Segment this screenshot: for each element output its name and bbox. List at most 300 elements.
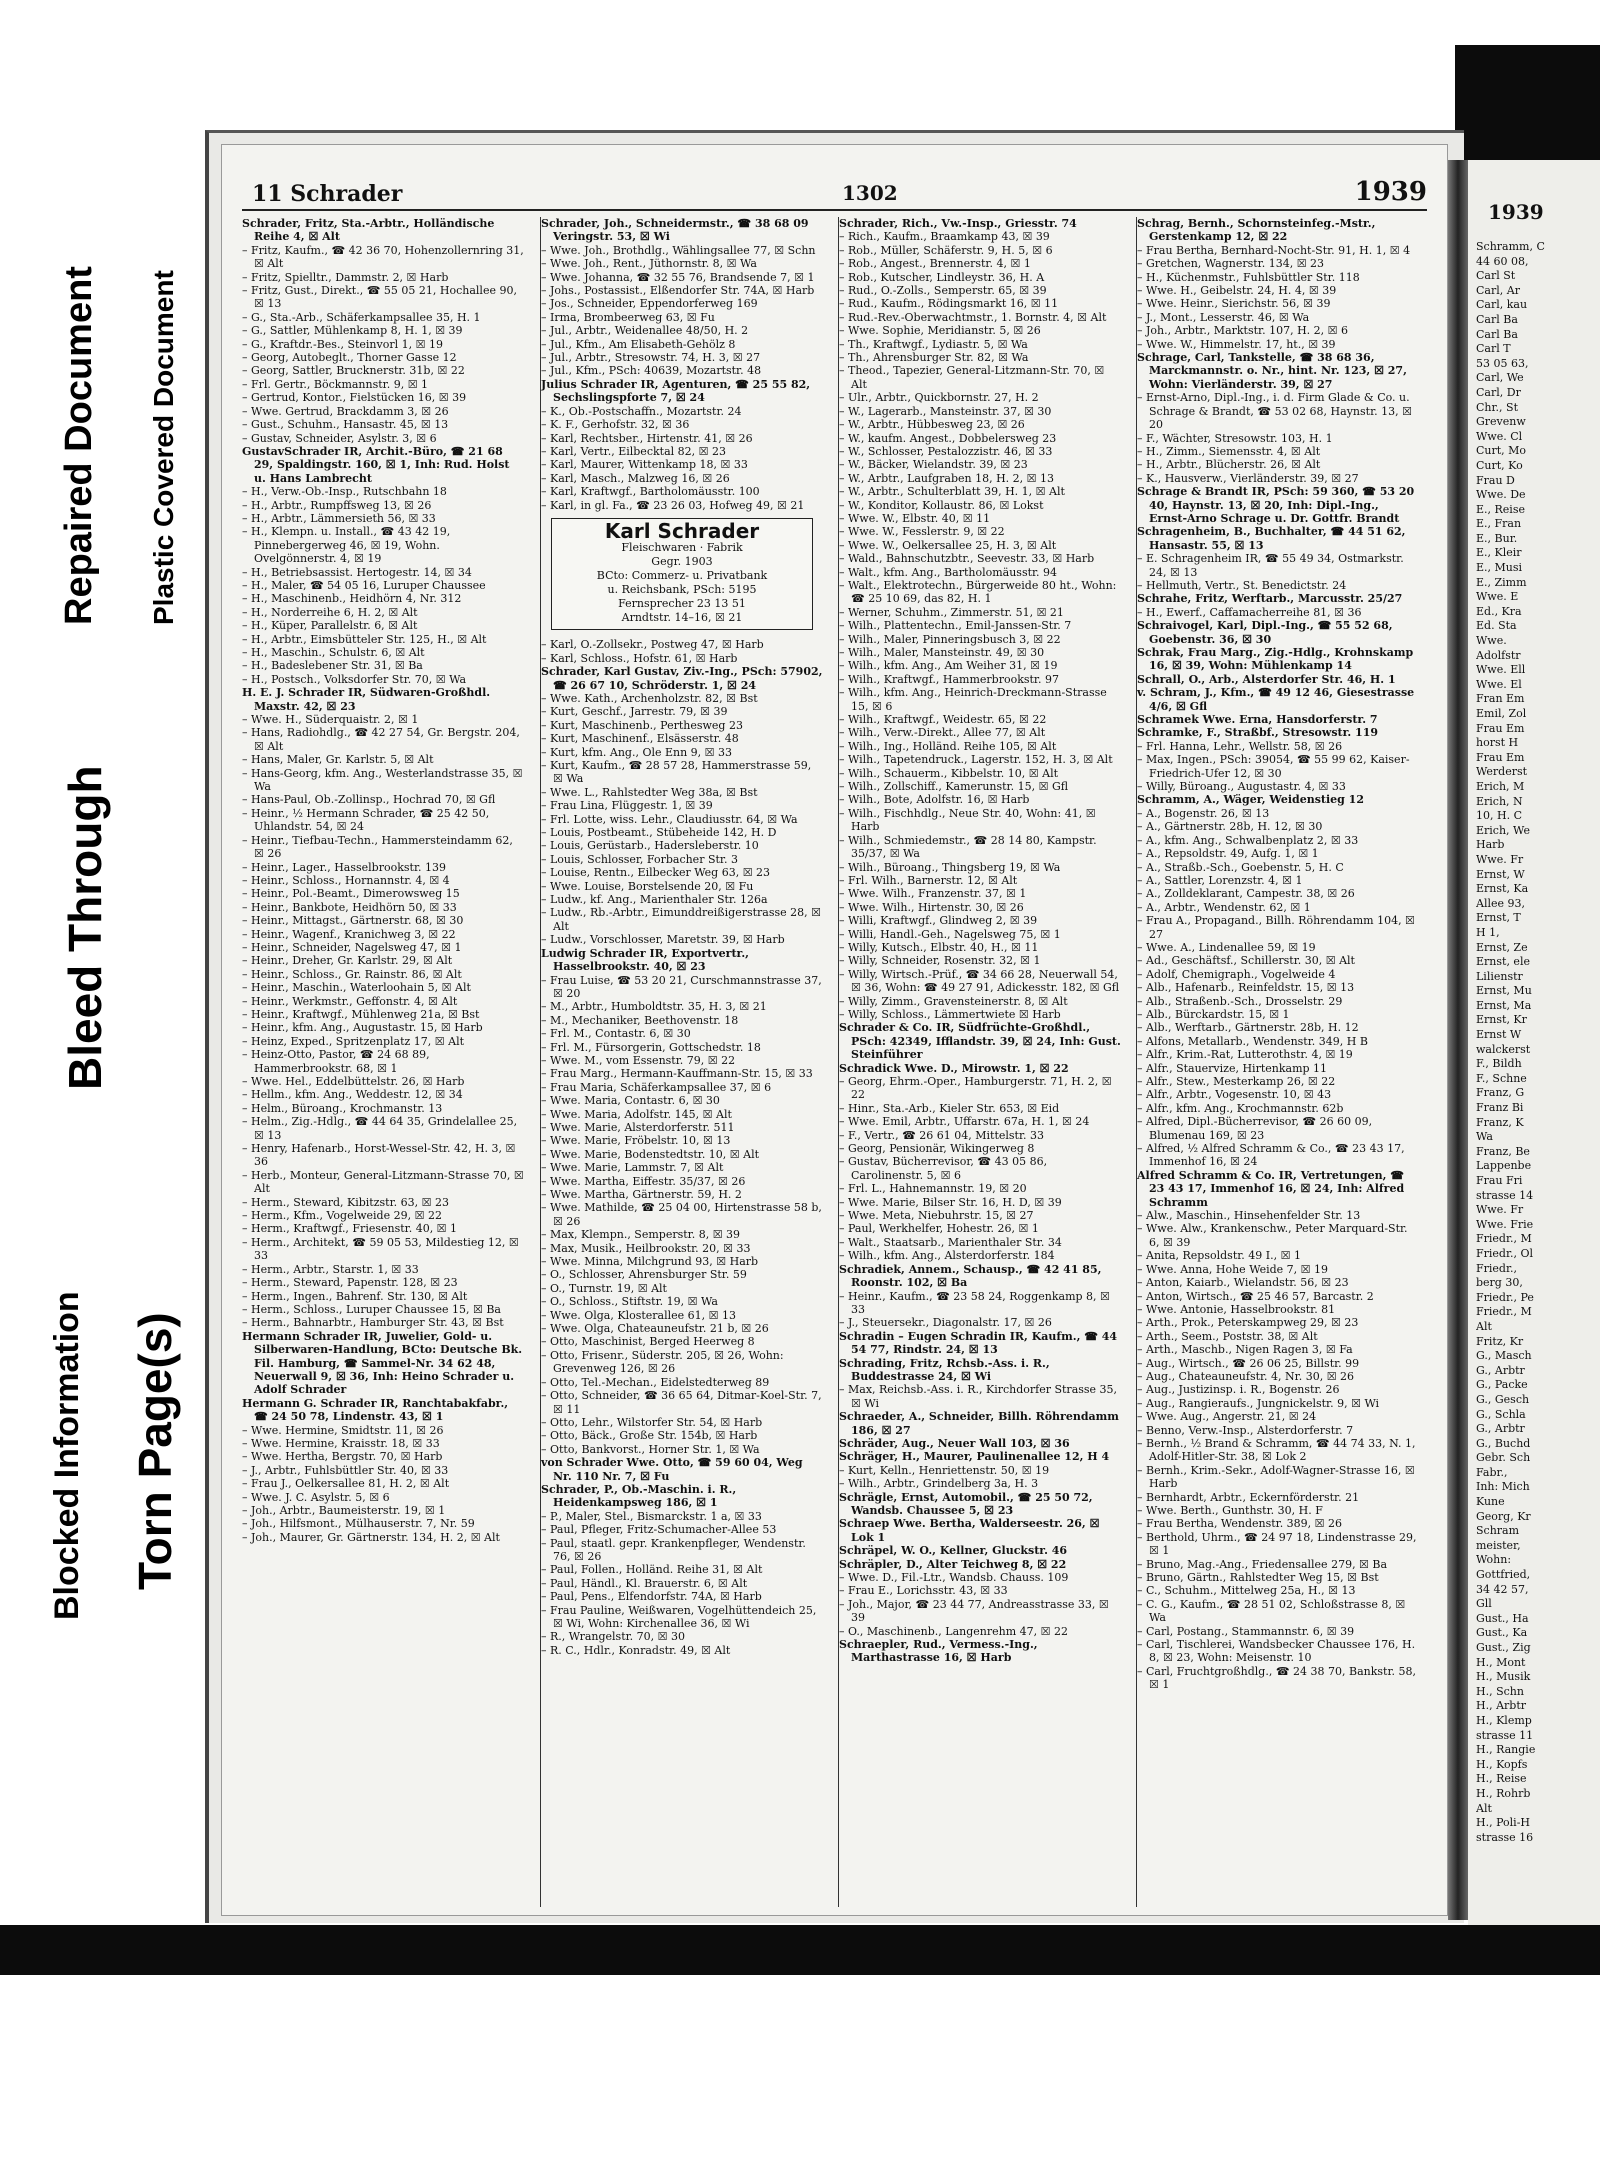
adjacent-page-fragment-line: Curt, Ko (1476, 458, 1523, 472)
directory-entry: – Kurt, Kelln., Henriettenstr. 50, ☒ 19 (839, 1463, 1050, 1477)
advertisement-line: Gegr. 1903 (651, 555, 713, 569)
adjacent-page-fragment-line: H., Reise (1476, 1772, 1527, 1786)
directory-entry: – Hellm., kfm. Ang., Weddestr. 12, ☒ 34 (242, 1088, 463, 1102)
adjacent-page-fragment-line: Erich, We (1476, 823, 1530, 837)
adjacent-page-fragment-line: Carl, Dr (1476, 385, 1521, 399)
adjacent-page-year: 1939 (1488, 200, 1544, 224)
directory-entry: Schräpel, W. O., Kellner, Gluckstr. 46 (839, 1544, 1068, 1558)
directory-entry: – Willy, Zimm., Gravensteinerstr. 8, ☒ Alt (839, 994, 1068, 1008)
adjacent-page-fragment-line: Franz Bi (1476, 1101, 1524, 1115)
directory-entry: – Frau Luise, ☎ 53 20 21, Curschmannstrasse 37, ☒ 20 (541, 973, 822, 1000)
directory-entry: – Wwe. W., Himmelstr. 17, ht., ☒ 39 (1137, 337, 1336, 351)
directory-entry: Ludwig Schrader IR, Exportvertr., Hasselbrookstr. 40, ☒ 23 (541, 946, 749, 974)
directory-entry: Schragenheim, B., Buchhalter, ☎ 44 51 62, Hansastr. 55, ☒ 13 (1137, 525, 1406, 552)
scan-border-top (1455, 45, 1600, 165)
directory-entry: – H., Arbtr., Rumpffsweg 13, ☒ 26 (242, 498, 432, 512)
directory-entry: – W., Arbtr., Laufgraben 18, H. 2, ☒ 13 (839, 471, 1055, 485)
directory-entry: – Th., Ahrensburger Str. 82, ☒ Wa (839, 351, 1029, 365)
directory-entry: – A., Repsoldstr. 49, Aufg. 1, ☒ 1 (1137, 847, 1319, 861)
directory-entry: – Wwe. Antonie, Hasselbrookstr. 81 (1137, 1302, 1336, 1316)
adjacent-page-fragment-line: Erich, N (1476, 794, 1523, 808)
directory-entry: – H., Küchenmstr., Fuhlsbüttler Str. 118 (1137, 270, 1360, 284)
directory-entry: – Kurt, kfm. Ang., Ole Enn 9, ☒ 33 (541, 745, 733, 759)
directory-entry: – Gertrud, Kontor., Fielstücken 16, ☒ 39 (242, 391, 467, 405)
directory-entry: – Wwe. Marie, Fröbelstr. 10, ☒ 13 (541, 1134, 731, 1148)
directory-entry: – Wald., Bahnschutzbtr., Seevestr. 33, ☒ Harb (839, 552, 1095, 566)
adjacent-page-fragment-line: walckerst (1476, 1042, 1531, 1056)
directory-entry: – Wwe. Mathilde, ☎ 25 04 00, Hirtenstrasse 58 b, ☒ 26 (541, 1201, 822, 1228)
adjacent-page-fragment-line: H., Poli-H (1476, 1816, 1531, 1830)
directory-entry: Schrall, O., Arb., Alsterdorfer Str. 46, H. 1 (1137, 672, 1396, 686)
directory-entry: – Herm., Bahnarbtr., Hamburger Str. 43, ☒ Bst (242, 1316, 504, 1330)
adjacent-page-fragment-line: Friedr., M (1476, 1305, 1532, 1319)
directory-column-3 (838, 217, 1121, 1907)
directory-entry: – C., Schuhm., Mittelweg 25a, H., ☒ 13 (1137, 1584, 1356, 1598)
directory-entry: – Heinr., Schneider, Nagelsweg 47, ☒ 1 (242, 940, 462, 954)
adjacent-page-fragment-line: Wwe. Cl (1476, 429, 1523, 443)
directory-entry: – Karl, in gl. Fa., ☎ 23 26 03, Hofweg 49, ☒ 21 (541, 498, 805, 512)
directory-entry: – Max, Musik., Heilbrookstr. 20, ☒ 33 (541, 1241, 751, 1255)
directory-entry: – Louis, Gerüstarb., Hadersleberstr. 10 (541, 839, 759, 853)
directory-entry: – Hans, Radiohdlg., ☎ 42 27 54, Gr. Bergstr. 204, ☒ Alt (242, 726, 520, 753)
directory-entry: – H., Arbtr., Eimsbütteler Str. 125, H., ☒ Alt (242, 632, 487, 646)
directory-entry: – Anita, Repsoldstr. 49 I., ☒ 1 (1137, 1249, 1301, 1263)
advertisement-line: Fleischwaren · Fabrik (621, 541, 743, 555)
directory-entry: – J., Mont., Lesserstr. 46, ☒ Wa (1137, 310, 1310, 324)
directory-entry: – Wilh., Plattentechn., Emil-Janssen-Str. 7 (839, 619, 1072, 633)
directory-entry: Schräger, H., Maurer, Paulinenallee 12, H 4 (839, 1450, 1110, 1464)
advertisement-line: Arndtstr. 14–16, ☒ 21 (621, 611, 743, 625)
directory-entry: – H., Postsch., Volksdorfer Str. 70, ☒ Wa (242, 672, 467, 686)
adjacent-page-fragment-line: Lilienstr (1476, 969, 1523, 983)
directory-entry: – Wilh., Schmiedemstr., ☎ 28 14 80, Kampstr. 35/37, ☒ Wa (839, 833, 1097, 861)
directory-entry: – Karl, Maurer, Wittenkamp 18, ☒ 33 (541, 458, 748, 472)
directory-entry: – Wwe. Marie, Bodenstedtstr. 10, ☒ Alt (541, 1147, 760, 1161)
directory-entry: – Karl, Kraftwgf., Bartholomäusstr. 100 (541, 485, 760, 499)
adjacent-page-fragment-line: Kune (1476, 1495, 1505, 1509)
directory-entry: – Heinr., Mittagst., Gärtnerstr. 68, ☒ 30 (242, 914, 464, 928)
directory-entry: – Wwe. Kath., Archenholzstr. 82, ☒ Bst (541, 691, 758, 705)
directory-entry: – Heinr., Kaufm., ☎ 23 58 24, Roggenkamp 8, ☒ 33 (839, 1289, 1110, 1316)
directory-entry: – Kurt, Maschinenf., Elsässerstr. 48 (541, 732, 739, 746)
directory-entry: Schradiek, Annem., Schausp., ☎ 42 41 85, Roonstr. 102, ☒ Ba (839, 1262, 1102, 1290)
directory-entry: – K. F., Gerhofstr. 32, ☒ 36 (541, 418, 690, 432)
directory-entry: – Aug., Rangieraufs., Jungnickelstr. 9, ☒ Wi (1137, 1396, 1380, 1410)
adjacent-page-fragment-line: Carl, kau (1476, 298, 1528, 312)
directory-entry: Schrader, P., Ob.-Maschin. i. R., Heidenkampsweg 186, ☒ 1 (541, 1482, 737, 1510)
page-number: 1302 (842, 181, 898, 205)
directory-entry: – Bruno, Gärtn., Rahlstedter Weg 15, ☒ Bst (1137, 1571, 1379, 1585)
directory-entry: – A., Arbtr., Wendenstr. 62, ☒ 1 (1137, 900, 1311, 914)
directory-entry: – O., Maschinenb., Langenrehm 47, ☒ 22 (839, 1624, 1069, 1638)
directory-entry: – Wwe. Minna, Milchgrund 93, ☒ Harb (541, 1255, 759, 1269)
directory-entry: – Jul., Kfm., Am Elisabeth-Gehölz 8 (541, 337, 736, 351)
directory-entry: – Otto, Lehr., Wilstorfer Str. 54, ☒ Harb (541, 1415, 763, 1429)
adjacent-page-fragment-line: Ernst, Mu (1476, 984, 1532, 998)
directory-entry: – W., kaufm. Angest., Dobbelersweg 23 (839, 431, 1057, 445)
directory-entry: – Walt., Staatsarb., Marienthaler Str. 34 (839, 1235, 1062, 1249)
directory-entry: – Georg, Ehrm.-Oper., Hamburgerstr. 71, H. 2, ☒ 22 (839, 1075, 1112, 1102)
directory-columns (242, 217, 1427, 1907)
directory-entry: – Kurt, Geschf., Jarrestr. 79, ☒ 39 (541, 705, 728, 719)
directory-entry: Schrader, Joh., Schneidermstr., ☎ 38 68 09 Veringstr. 53, ☒ Wi (541, 217, 809, 244)
directory-entry: – Wilh., kfm. Ang., Am Weiher 31, ☒ 19 (839, 659, 1058, 673)
adjacent-page-fragment-line: G., Buchd (1476, 1436, 1531, 1450)
directory-entry: – Ulr., Arbtr., Quickbornstr. 27, H. 2 (839, 391, 1039, 405)
directory-entry: – Wilh., kfm. Ang., Alsterdorferstr. 184 (839, 1249, 1055, 1263)
label-torn-pages: Torn Page(s) (129, 1312, 181, 1590)
directory-entry: – Frau Bertha, Wendenstr. 389, ☒ 26 (1137, 1517, 1343, 1531)
directory-entry: – Willy, Kutsch., Elbstr. 40, H., ☒ 11 (839, 940, 1039, 954)
directory-entry: – Wilh., Fischhdlg., Neue Str. 40, Wohn: 41, ☒ Harb (839, 806, 1096, 834)
directory-entry: – K., Hausverw., Vierländerstr. 39, ☒ 27 (1137, 471, 1359, 485)
adjacent-page-fragment-line: Friedr., Ol (1476, 1246, 1534, 1260)
directory-entry: Alfred Schramm & Co. IR, Vertretungen, ☎ 23 43 17, Immenhof 16, ☒ 24, Inh: Alfred Schramm (1137, 1168, 1405, 1209)
adjacent-page-fragment-line: Ernst, Kr (1476, 1013, 1527, 1027)
directory-entry: – W., Konditor, Kollaustr. 86, ☒ Lokst (839, 498, 1044, 512)
directory-entry: – H., Arbtr., Lämmersieth 56, ☒ 33 (242, 511, 436, 525)
directory-entry: – Aug., Justizinsp. i. R., Bogenstr. 26 (1137, 1383, 1340, 1397)
directory-entry: v. Schram, J., Kfm., ☎ 49 12 46, Giesestrasse 4/6, ☒ Gfl (1137, 686, 1415, 713)
directory-entry: – Joh., Arbtr., Marktstr. 107, H. 2, ☒ 6 (1137, 324, 1349, 338)
directory-entry: Schrading, Fritz, Rchsb.-Ass. i. R., Buddestrasse 24, ☒ Wi (839, 1356, 1050, 1383)
adjacent-page-fragment-line: Frau Em (1476, 750, 1525, 764)
directory-entry: – Otto, Maschinist, Berged Heerweg 8 (541, 1335, 755, 1349)
directory-entry: – Karl, Rechtsber., Hirtenstr. 41, ☒ 26 (541, 431, 753, 445)
adjacent-page-fragment-line: Alt (1476, 1319, 1492, 1333)
directory-entry: – Anton, Wirtsch., ☎ 25 46 57, Barcastr. 2 (1137, 1289, 1374, 1303)
adjacent-page-fragment-line: Wwe. El (1476, 677, 1522, 691)
directory-entry: – Kurt, Kaufm., ☎ 28 57 28, Hammerstrasse 59, ☒ Wa (541, 759, 812, 786)
directory-entry: – Wwe. Maria, Contastr. 6, ☒ 30 (541, 1094, 720, 1108)
directory-entry: – Th., Kraftwgf., Lydiastr. 5, ☒ Wa (839, 337, 1028, 351)
directory-entry: Hermann Schrader IR, Juwelier, Gold- u. Silberwaren-Handlung, BCto: Deutsche Bk. Fil. Hamburg, ☎ Sammel-Nr. 34 62 48, Neuerwall 9, ☒ 36, Inh: Heino Schrader u. Adolf Schrader (242, 1329, 523, 1397)
adjacent-page-fragment-line: Grevenw (1476, 415, 1526, 429)
directory-entry: – Paul, Händl., Kl. Brauerstr. 6, ☒ Alt (541, 1576, 748, 1590)
adjacent-page-fragment-line: Wwe. De (1476, 488, 1526, 502)
directory-entry: – A., Straßb.-Sch., Goebenstr. 5, H. C (1137, 860, 1344, 874)
directory-entry: – Paul, Pens., Elfendorfstr. 74A, ☒ Harb (541, 1590, 762, 1604)
directory-entry: – Ad., Geschäftsf., Schillerstr. 30, ☒ Alt (1137, 954, 1355, 968)
directory-entry: – A., kfm. Ang., Schwalbenplatz 2, ☒ 33 (1137, 833, 1359, 847)
directory-entry: – Louis, Schlosser, Forbacher Str. 3 (541, 852, 738, 866)
directory-column-2 (540, 217, 823, 1907)
directory-entry: – M., Arbtr., Humboldtstr. 35, H. 3, ☒ 21 (541, 1000, 767, 1014)
directory-entry: – Wwe. Aug., Angerstr. 21, ☒ 24 (1137, 1410, 1317, 1424)
directory-entry: Schrak, Frau Marg., Zig.-Hdlg., Krohnskamp 16, ☒ 39, Wohn: Mühlenkamp 14 (1137, 646, 1414, 673)
directory-entry: – Herm., Steward, Kibitzstr. 63, ☒ 23 (242, 1195, 449, 1209)
adjacent-page-fragment-line: E., Reise (1476, 502, 1525, 516)
adjacent-page-fragment-line: Wwe. (1476, 634, 1507, 648)
adjacent-page-fragment-line: Friedr., M (1476, 1232, 1532, 1246)
directory-entry: – Herm., Architekt, ☎ 59 05 53, Mildestieg 12, ☒ 33 (242, 1235, 519, 1263)
adjacent-page-fragment-line: Ernst, Ka (1476, 882, 1529, 896)
directory-entry: – H., Arbtr., Blücherstr. 26, ☒ Alt (1137, 458, 1321, 472)
directory-entry: – Arth., Maschb., Nigen Ragen 3, ☒ Fa (1137, 1343, 1353, 1357)
directory-entry: – A., Bogenstr. 26, ☒ 13 (1137, 806, 1270, 820)
directory-entry: H. E. J. Schrader IR, Südwaren-Großhdl. Maxstr. 42, ☒ 23 (242, 686, 491, 713)
directory-entry: – Paul, staatl. gepr. Krankenpfleger, Wendenstr. 76, ☒ 26 (541, 1536, 806, 1563)
directory-entry: – Alfr., Stew., Mesterkamp 26, ☒ 22 (1137, 1075, 1336, 1088)
directory-entry: – H., Küper, Parallelstr. 6, ☒ Alt (242, 619, 418, 633)
directory-entry: – Benno, Verw.-Insp., Alsterdorferstr. 7 (1137, 1423, 1354, 1437)
adjacent-page-fragment-line: 44 60 08, (1476, 254, 1529, 268)
adjacent-page-fragment-line: Werderst (1476, 765, 1528, 779)
directory-entry: – H., Badeslebener Str. 31, ☒ Ba (242, 659, 423, 673)
adjacent-page-fragment-line: meister, (1476, 1538, 1521, 1552)
directory-entry: – Wwe. W., Oelkersallee 25, H. 3, ☒ Alt (839, 538, 1057, 552)
directory-entry: – G., Sattler, Mühlenkamp 8, H. 1, ☒ 39 (242, 324, 463, 338)
directory-entry: – Wwe. D., Fil.-Ltr., Wandsb. Chauss. 109 (839, 1571, 1069, 1585)
directory-entry: – Frau Bertha, Bernhard-Nocht-Str. 91, H. 1, ☒ 4 (1137, 243, 1411, 257)
directory-entry: – Otto, Bäck., Große Str. 154b, ☒ Harb (541, 1429, 758, 1443)
directory-entry: – R. C., Hdlr., Konradstr. 49, ☒ Alt (541, 1643, 731, 1657)
directory-entry: – Rich., Kaufm., Braamkamp 43, ☒ 39 (839, 230, 1050, 244)
directory-entry: – Heinr., ½ Hermann Schrader, ☎ 25 42 50, Uhlandstr. 54, ☒ 24 (242, 806, 490, 834)
directory-entry: – Alfr., Krim.-Rat, Lutterothstr. 4, ☒ 19 (1137, 1048, 1353, 1062)
directory-entry: Schrahe, Fritz, Werftarb., Marcusstr. 25/27 (1137, 592, 1403, 606)
directory-entry: – W., Lagerarb., Mansteinstr. 37, ☒ 30 (839, 404, 1052, 418)
directory-entry: – Wwe. L., Rahlstedter Weg 38a, ☒ Bst (541, 785, 758, 799)
directory-entry: – H., Verw.-Ob.-Insp., Rutschbahn 18 (242, 485, 447, 499)
directory-entry: – Bruno, Mag.-Ang., Friedensallee 279, ☒ Ba (1137, 1557, 1388, 1571)
directory-entry: Schrader & Co. IR, Südfrüchte-Großhdl., PSch: 42349, Ifflandstr. 39, ☒ 24, Inh: Gust. Steinführer (839, 1021, 1121, 1062)
directory-entry: – Wwe. Maria, Adolfstr. 145, ☒ Alt (541, 1107, 732, 1121)
adjacent-page-fragment-line: Adolfstr (1476, 648, 1521, 662)
directory-entry: – Wwe. Marie, Lammstr. 7, ☒ Alt (541, 1161, 724, 1175)
adjacent-page-fragment-line: H 1, (1476, 925, 1500, 939)
adjacent-page-fragment-line: Ernst, W (1476, 867, 1525, 881)
directory-entry: – Wwe. W., Elbstr. 40, ☒ 11 (839, 511, 991, 525)
directory-entry: – J., Steuersekr., Diagonalstr. 17, ☒ 26 (839, 1316, 1052, 1330)
directory-entry: – Wwe. Joh., Brothdlg., Wählingsallee 77, ☒ Schn (541, 243, 816, 257)
directory-entry: – O., Turnstr. 19, ☒ Alt (541, 1281, 667, 1295)
directory-entry: – Bernhardt, Arbtr., Eckernförderstr. 21 (1137, 1490, 1360, 1504)
adjacent-page-fragment-line: Wa (1476, 1130, 1493, 1144)
adjacent-page-fragment-line: Erich, M (1476, 779, 1525, 793)
directory-entry: Schramke, F., Straßbf., Stresowstr. 119 (1137, 726, 1378, 740)
directory-entry: – Frau Lina, Flüggestr. 1, ☒ 39 (541, 799, 713, 813)
directory-entry: – Fritz, Gust., Direkt., ☎ 55 05 21, Hochallee 90, ☒ 13 (242, 284, 517, 311)
directory-entry: – Max, Reichsb.-Ass. i. R., Kirchdorfer Strasse 35, ☒ Wi (839, 1383, 1118, 1410)
advertisement-title: Karl Schrader (604, 518, 760, 543)
directory-entry: – Hans-Georg, kfm. Ang., Westerlandstrasse 35, ☒ Wa (242, 766, 523, 794)
directory-entry: – Heinr., Lager., Hasselbrookstr. 139 (242, 860, 446, 874)
adjacent-page-fragment-line: Fabr., (1476, 1465, 1508, 1479)
directory-entry: – Alfr., kfm. Ang., Krochmannstr. 62b (1137, 1101, 1344, 1115)
directory-entry: – F., Wächter, Stresowstr. 103, H. 1 (1137, 431, 1333, 445)
label-blocked-information: Blocked Information (48, 1291, 86, 1620)
directory-entry: – Wilh., Maler, Pinneringsbusch 3, ☒ 22 (839, 632, 1061, 646)
directory-entry: – Karl, Vertr., Eilbecktal 82, ☒ 23 (541, 444, 726, 458)
adjacent-page-fragment-line: Frau Fri (1476, 1174, 1523, 1187)
directory-entry: – Paul, Pfleger, Fritz-Schumacher-Allee 53 (541, 1523, 777, 1537)
directory-entry: – Aug., Wirtsch., ☎ 26 06 25, Billstr. 99 (1137, 1356, 1360, 1370)
adjacent-page-fragment-line: 10, H. C (1476, 809, 1522, 823)
directory-entry: – Carl, Tischlerei, Wandsbecker Chaussee 176, H. 8, ☒ 23, Wohn: Meisenstr. 10 (1137, 1638, 1416, 1665)
adjacent-page-fragment-line: Wwe. Fr (1476, 852, 1524, 866)
adjacent-page-fragment-line: Gust., Ha (1476, 1611, 1529, 1625)
directory-entry: – Otto, Frisenr., Süderstr. 205, ☒ 26, Wohn: Grevenweg 126, ☒ 26 (541, 1348, 784, 1376)
directory-entry: – Helm., Zig.-Hdlg., ☎ 44 64 35, Grindelallee 25, ☒ 13 (242, 1115, 518, 1142)
directory-entry: – Wwe. Sophie, Meridianstr. 5, ☒ 26 (839, 324, 1041, 338)
directory-entry: – Alb., Werftarb., Gärtnerstr. 28b, H. 12 (1137, 1021, 1359, 1035)
adjacent-page-fragment-line: Franz, Be (1476, 1144, 1530, 1158)
directory-entry: – W., Arbtr., Schulterblatt 39, H. 1, ☒ Alt (839, 485, 1065, 499)
directory-entry: – Herb., Monteur, General-Litzmann-Strasse 70, ☒ Alt (242, 1168, 524, 1196)
adjacent-page-entries (1476, 240, 1600, 1845)
directory-entry: – Rob., Müller, Schäferstr. 9, H. 5, ☒ 6 (839, 243, 1053, 257)
adjacent-page-fragment-line: Alt (1476, 1801, 1492, 1815)
adjacent-page-fragment-line: Lappenbe (1476, 1159, 1532, 1173)
directory-entry: – F., Vertr., ☎ 26 61 04, Mittelstr. 33 (839, 1128, 1044, 1142)
directory-entry: – Heinr., Schloss., Gr. Rainstr. 86, ☒ Alt (242, 967, 462, 981)
directory-entry: – Wwe. Berth., Gunthstr. 30, H. F (1137, 1504, 1323, 1517)
directory-entry: – Georg, Pensionär, Wikingerweg 8 (839, 1142, 1035, 1156)
adjacent-page-fragment-line: 53 05 63, (1476, 356, 1529, 370)
directory-entry: – Arth., Prok., Peterskampweg 29, ☒ 23 (1137, 1316, 1359, 1330)
directory-entry: – Willy, Büroang., Augustastr. 4, ☒ 33 (1137, 780, 1346, 794)
directory-entry: – Wwe. Gertrud, Brackdamm 3, ☒ 26 (242, 404, 449, 418)
adjacent-page-fragment-line: G., Schla (1476, 1407, 1526, 1421)
directory-entry: – Herm., Ingen., Bahrenf. Str. 130, ☒ Alt (242, 1289, 468, 1303)
adjacent-page-fragment-line: Ernst, ele (1476, 955, 1530, 969)
directory-entry: – Herm., Schloss., Luruper Chaussee 15, ☒ Ba (242, 1302, 501, 1316)
adjacent-page-fragment-line: H., Schn (1476, 1684, 1524, 1698)
advertisement-line: Fernsprecher 23 13 51 (618, 597, 746, 611)
adjacent-page-fragment-line: strasse 16 (1476, 1830, 1534, 1844)
directory-entry: – Rob., Kutscher, Lindleystr. 36, H. A (839, 270, 1045, 284)
directory-entry: – Ludw., Vorschlosser, Maretstr. 39, ☒ Harb (541, 933, 785, 947)
adjacent-page-fragment-line: H., Rangie (1476, 1743, 1536, 1757)
directory-entry: – R., Wrangelstr. 70, ☒ 30 (541, 1630, 686, 1644)
directory-entry: – Wwe. Meta, Niebuhrstr. 15, ☒ 27 (839, 1209, 1034, 1223)
directory-entry: – Louise, Rentn., Eilbecker Weg 63, ☒ 23 (541, 866, 771, 880)
adjacent-page-fragment-line: Curt, Mo (1476, 444, 1527, 458)
adjacent-page-fragment-line: Fran Em (1476, 692, 1525, 706)
directory-entry: – Helm., Büroang., Krochmanstr. 13 (242, 1101, 443, 1115)
directory-entry: – Henry, Hafenarb., Horst-Wessel-Str. 42, H. 3, ☒ 36 (242, 1142, 516, 1169)
directory-entry: – Otto, Schneider, ☎ 36 65 64, Ditmar-Koel-Str. 7, ☒ 11 (541, 1389, 822, 1416)
directory-entry: Schraivogel, Karl, Dipl.-Ing., ☎ 55 52 68, Goebenstr. 36, ☒ 30 (1137, 619, 1393, 646)
directory-entry: GustavSchrader IR, Archit.-Büro, ☎ 21 68 29, Spaldingstr. 160, ☒ 1, Inh: Rud. Holst u. Hans Lambrecht (242, 444, 510, 485)
directory-entry: von Schrader Wwe. Otto, ☎ 59 60 04, Weg Nr. 110 Nr. 7, ☒ Fu (541, 1456, 803, 1483)
directory-entry: Schrage & Brandt IR, PSch: 59 360, ☎ 53 20 40, Haynstr. 13, ☒ 20, Inh: Dipl.-Ing., Ernst-Arno Schrage u. Dr. Gottfr. Brandt (1137, 485, 1415, 525)
adjacent-page-fragment-line: H., Klemp (1476, 1713, 1532, 1727)
adjacent-page-fragment-line: Gll (1476, 1597, 1492, 1611)
directory-entry: – Wwe. Joh., Rent., Jüthornstr. 8, ☒ Wa (541, 257, 757, 271)
adjacent-page-fragment-line: berg 30, (1476, 1276, 1523, 1290)
directory-entry: – Joh., Hilfsmont., Mülhauserstr. 7, Nr. 59 (242, 1517, 475, 1531)
scan-border-bottom (0, 1925, 1600, 1975)
directory-entry: – Arth., Seem., Poststr. 38, ☒ Alt (1137, 1329, 1318, 1343)
adjacent-page-fragment-line: Ernst W (1476, 1028, 1522, 1042)
adjacent-page-fragment-line: Gottfried, (1476, 1568, 1531, 1582)
directory-entry: – Wilh., Bote, Adolfstr. 16, ☒ Harb (839, 793, 1030, 807)
directory-entry: – Alb., Straßenb.-Sch., Drosselstr. 29 (1137, 994, 1343, 1008)
directory-entry: – Wilh., Ing., Holländ. Reihe 105, ☒ Alt (839, 739, 1057, 753)
directory-entry: – Louis, Postbeamt., Stübeheide 142, H. D (541, 826, 777, 840)
directory-entry: Schrader, Karl Gustav, Ziv.-Ing., PSch: 57902, ☎ 26 67 10, Schröderstr. 1, ☒ 24 (541, 665, 823, 692)
adjacent-page-fragment-line: Harb (1476, 838, 1505, 852)
directory-entry: – H., Ewerf., Caffamacherreihe 81, ☒ 36 (1137, 605, 1362, 619)
adjacent-page-fragment-line: F., Bildh (1476, 1057, 1522, 1071)
directory-entry: – Frau E., Lorichsstr. 43, ☒ 33 (839, 1584, 1008, 1598)
directory-entry: – Frau J., Oelkersallee 81, H. 2, ☒ Alt (242, 1477, 450, 1491)
directory-entry: – Heinr., Wagenf., Kranichweg 3, ☒ 22 (242, 927, 456, 941)
directory-entry: – Ludw., Rb.-Arbtr., Eimunddreißigerstrasse 28, ☒ Alt (541, 906, 821, 933)
directory-entry: – Heinr., Bankbote, Heidhörn 50, ☒ 33 (242, 900, 457, 914)
directory-entry: Schradick Wwe. D., Mirowstr. 1, ☒ 22 (839, 1061, 1069, 1075)
directory-entry: – Alfons, Metallarb., Wendenstr. 349, H B (1137, 1034, 1368, 1048)
directory-entry: – Willi, Handl.-Geh., Nagelsweg 75, ☒ 1 (839, 927, 1061, 941)
directory-entry: – Heinz-Otto, Pastor, ☎ 24 68 89, Hammerbrookstr. 68, ☒ 1 (242, 1048, 430, 1075)
adjacent-page-fragment-line: G., Arbtr (1476, 1422, 1525, 1436)
adjacent-page-fragment-line: Ed., Kra (1476, 604, 1522, 618)
directory-entry: – Alb., Hafenarb., Reinfeldstr. 15, ☒ 13 (1137, 981, 1355, 995)
adjacent-page-fragment-line: strasse 14 (1476, 1188, 1534, 1202)
directory-entry: – A., Zolldeklarant, Campestr. 38, ☒ 26 (1137, 887, 1355, 901)
directory-entry: – J., Arbtr., Fuhlsbüttler Str. 40, ☒ 33 (242, 1463, 449, 1477)
adjacent-page-fragment-line: H., Rohrb (1476, 1786, 1531, 1800)
directory-entry: Schramm, A., Wäger, Weidenstieg 12 (1137, 793, 1364, 807)
adjacent-page-fragment-line: Carl Ba (1476, 327, 1518, 341)
directory-entry: – Frau Maria, Schäferkampsallee 37, ☒ 6 (541, 1080, 772, 1094)
directory-entry: – Hans-Paul, Ob.-Zollinsp., Hochrad 70, ☒ Gfl (242, 793, 496, 807)
adjacent-page-fragment-line: Franz, K (1476, 1115, 1524, 1129)
directory-column-1 (242, 217, 524, 1907)
directory-entry: – Georg, Sattler, Brucknerstr. 31b, ☒ 22 (242, 364, 465, 378)
directory-entry: – Wwe. Marie, Alsterdorferstr. 511 (541, 1120, 735, 1134)
directory-entry: – H., Maler, ☎ 54 05 16, Luruper Chaussee (242, 578, 486, 592)
directory-entry: – H., Maschin., Schulstr. 6, ☒ Alt (242, 646, 425, 659)
directory-entry: Hermann G. Schrader IR, Ranchtabakfabr., ☎ 24 50 78, Lindenstr. 43, ☒ 1 (242, 1396, 509, 1424)
adjacent-page-fragment-line: Friedr., (1476, 1261, 1518, 1275)
directory-entry: – Alfred, ½ Alfred Schramm & Co., ☎ 23 43 17, Immenhof 16, ☒ 24 (1137, 1142, 1405, 1169)
directory-entry: – Max, Klempn., Semperstr. 8, ☒ 39 (541, 1228, 741, 1242)
directory-entry: – Heinr., Schloss., Hornannstr. 4, ☒ 4 (242, 873, 450, 887)
directory-entry: Schräder, Aug., Neuer Wall 103, ☒ 36 (839, 1436, 1070, 1450)
directory-entry: – Willi, Kraftwgf., Glindweg 2, ☒ 39 (839, 914, 1038, 928)
directory-entry: – Rud., Kaufm., Rödingsmarkt 16, ☒ 11 (839, 297, 1059, 311)
directory-entry: – G., Sta.-Arb., Schäferkampsallee 35, H. 1 (242, 310, 481, 324)
adjacent-page-fragment-line: Emil, Zol (1476, 707, 1527, 720)
directory-entry: – Hellmuth, Vertr., St. Benedictstr. 24 (1137, 578, 1347, 592)
directory-entry: – Wilh., Tapetendruck., Lagerstr. 152, H. 3, ☒ Alt (839, 753, 1113, 767)
adjacent-page-fragment-line: E., Bur. (1476, 531, 1518, 545)
directory-entry: – A., Gärtnerstr. 28b, H. 12, ☒ 30 (1137, 820, 1323, 834)
adjacent-page-fragment-line: Inh: Mich (1476, 1480, 1530, 1494)
directory-entry: – Kurt, Maschinenb., Perthesweg 23 (541, 718, 743, 732)
adjacent-page-fragment-line: Gust., Zig (1476, 1641, 1531, 1654)
page-header (242, 175, 1427, 211)
adjacent-page-fragment-line: H., Kopfs (1476, 1757, 1528, 1771)
directory-entry: – Wwe. Heinr., Sierichstr. 56, ☒ 39 (1137, 297, 1331, 311)
directory-entry: – Wwe. Hel., Eddelbüttelstr. 26, ☒ Harb (242, 1075, 465, 1088)
directory-entry: – Heinr., Tiefbau-Techn., Hammersteindamm 62, ☒ 26 (242, 833, 513, 861)
directory-entry: – G., Kraftdr.-Bes., Steinvorl 1, ☒ 19 (242, 337, 443, 351)
directory-entry: – Wwe. M., vom Essenstr. 79, ☒ 22 (541, 1053, 736, 1067)
directory-entry: – M., Mechaniker, Beethovenstr. 18 (541, 1013, 739, 1027)
directory-entry: Schräpler, D., Alter Teichweg 8, ☒ 22 (839, 1557, 1067, 1571)
directory-entry: – Wwe. Hermine, Smidtstr. 11, ☒ 26 (242, 1423, 444, 1437)
adjacent-page-fragment-line: Georg, Kr (1476, 1509, 1531, 1523)
directory-entry: – Johs., Postassist., Elßendorfer Str. 74A, ☒ Harb (541, 284, 815, 298)
directory-entry: – Hinr., Sta.-Arb., Kieler Str. 653, ☒ Eid (839, 1101, 1060, 1115)
directory-entry: – H., Norderreihe 6, H. 2, ☒ Alt (242, 605, 418, 619)
directory-entry: – H., Betriebsassist. Hertogestr. 14, ☒ 34 (242, 565, 472, 579)
adjacent-page-fragment-line: Wwe. Ell (1476, 663, 1526, 677)
